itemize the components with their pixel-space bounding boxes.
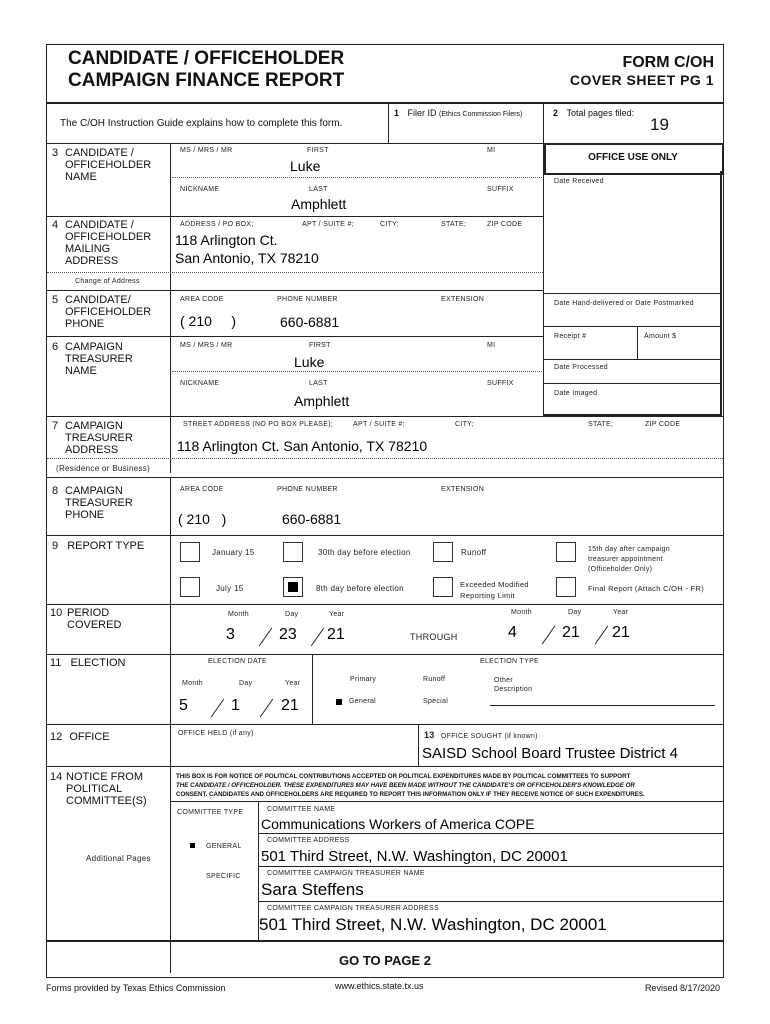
other-description-label: Other Description (494, 677, 533, 693)
s6-suffix-label: SUFFIX (487, 380, 514, 387)
s7-street-label: STREET ADDRESS (NO PO BOX PLEASE); (183, 421, 334, 428)
to-day[interactable]: 21 (562, 624, 580, 641)
s4-state-label: STATE; (441, 221, 467, 228)
s3-first-label: FIRST (307, 147, 329, 154)
filer-id-num: 1 (394, 108, 400, 118)
s7-zip-label: ZIP CODE (645, 421, 681, 428)
primary-label: Primary (350, 676, 377, 683)
s6-last[interactable]: Amphlett (294, 393, 350, 409)
day8-checkbox[interactable] (283, 577, 303, 597)
general-label: General (349, 698, 377, 705)
s7-city-label: CITY; (455, 421, 474, 428)
through-label: THROUGH (410, 632, 458, 642)
s11-year-label: Year (285, 680, 301, 687)
s6-nickname-label: NICKNAME (180, 380, 220, 387)
exceeded-checkbox[interactable] (433, 577, 453, 597)
day30-label: 30th day before election (318, 548, 411, 557)
runoff-label: Runoff (461, 548, 487, 557)
office-sought[interactable]: SAISD School Board Trustee District 4 (422, 745, 678, 762)
s3-label: 3 CANDIDATE / OFFICEHOLDER NAME (52, 147, 152, 183)
date-imaged-label: Date Imaged (554, 390, 598, 397)
form-title (68, 48, 344, 92)
title-line1: CANDIDATE / OFFICEHOLDER (68, 48, 345, 69)
final-label: Final Report (Attach C/OH - FR) (588, 584, 704, 593)
s11-label: 11 ELECTION (50, 657, 126, 669)
s8-phone-label: PHONE NUMBER (277, 486, 338, 493)
cover-sheet: COVER SHEET PG 1 (569, 72, 714, 88)
s10-from-year-label: Year (329, 611, 345, 618)
election-month[interactable]: 5 (179, 697, 188, 714)
election-year[interactable]: 21 (281, 697, 299, 714)
general-checkbox[interactable] (336, 699, 342, 705)
committee-address-label: COMMITTEE ADDRESS (267, 837, 350, 844)
receipt-label: Receipt # (554, 333, 587, 340)
s7-apt-label: APT / SUITE #; (353, 421, 405, 428)
s3-first[interactable]: Luke (290, 158, 321, 174)
office-use-title: OFFICE USE ONLY (588, 152, 678, 163)
s10-to-month-label: Month (511, 609, 532, 616)
s4-change-address: Change of Address (75, 278, 140, 285)
committee-general-checkbox[interactable] (190, 843, 195, 848)
election-day[interactable]: 1 (231, 697, 240, 714)
s14-label: 14 NOTICE FROM POLITICAL COMMITTEE(S) (50, 771, 147, 807)
election-date-label: ELECTION DATE (208, 658, 268, 665)
jul15-label: July 15 (216, 584, 244, 593)
jan15-checkbox[interactable] (180, 542, 200, 562)
s4-address-label: ADDRESS / PO BOX; (180, 221, 254, 228)
s7-state-label: STATE; (588, 421, 614, 428)
instruction: The C/OH Instruction Guide explains how to complete this form. (60, 118, 343, 129)
s10-to-day-label: Day (568, 609, 582, 616)
s6-label: 6 CAMPAIGN TREASURER NAME (52, 341, 133, 377)
s6-last-label: LAST (309, 380, 328, 387)
exceeded-label: Exceeded Modified Reporting Limit (460, 580, 529, 600)
s4-label: 4 CANDIDATE / OFFICEHOLDER MAILING ADDRESS (52, 219, 152, 267)
committee-treasurer-address[interactable]: 501 Third Street, N.W. Washington, DC 20001 (259, 915, 607, 934)
office-use-box (543, 143, 722, 416)
day15-label: 15th day after campaign treasurer appointment (Officeholder Only) (588, 546, 671, 573)
committee-treasurer-label: COMMITTEE CAMPAIGN TREASURER NAME (267, 870, 425, 877)
s4-zip-label: ZIP CODE (487, 221, 523, 228)
final-checkbox[interactable] (556, 577, 576, 597)
s3-nickname-label: NICKNAME (180, 186, 220, 193)
committee-general-label: GENERAL (206, 843, 242, 850)
s8-phone[interactable]: 660-6881 (282, 511, 342, 527)
day8-label: 8th day before election (316, 584, 404, 593)
committee-treasurer-address-label: COMMITTEE CAMPAIGN TREASURER ADDRESS (267, 905, 439, 912)
s6-mi-label: MI (487, 342, 496, 349)
total-pages-value[interactable]: 19 (650, 115, 669, 134)
s7-label: 7 CAMPAIGN TREASURER ADDRESS (52, 420, 133, 456)
s11-month-label: Month (182, 680, 203, 687)
special-label: Special (423, 698, 449, 705)
from-year[interactable]: 21 (327, 626, 345, 643)
committee-treasurer[interactable]: Sara Steffens (261, 880, 364, 899)
s3-suffix-label: SUFFIX (487, 186, 514, 193)
s5-label: 5 CANDIDATE/ OFFICEHOLDER PHONE (52, 294, 152, 330)
s12-label: 12 OFFICE (50, 731, 110, 743)
date-processed-label: Date Processed (554, 364, 609, 371)
s4-apt-label: APT / SUITE #; (302, 221, 354, 228)
s6-first[interactable]: Luke (294, 354, 325, 370)
s10-from-day-label: Day (285, 611, 299, 618)
committee-name[interactable]: Communications Workers of America COPE (261, 816, 535, 832)
s3-ms-label: MS / MRS / MR (180, 147, 233, 154)
date-hand-delivered-label: Date Hand-delivered or Date Postmarked (554, 300, 694, 307)
s6-ms-label: MS / MRS / MR (180, 342, 233, 349)
additional-pages: Additional Pages (86, 854, 151, 863)
jan15-label: January 15 (212, 548, 255, 557)
s3-mi-label: MI (487, 147, 496, 154)
s5-area[interactable]: ( 210 ) (180, 313, 237, 329)
office-held-label: OFFICE HELD (if any) (178, 730, 254, 737)
office-sought-label: 13 OFFICE SOUGHT (if known) (424, 730, 538, 740)
amount-label: Amount $ (644, 333, 677, 340)
s9-label: 9 REPORT TYPE (52, 540, 145, 552)
s4-line2[interactable]: San Antonio, TX 78210 (175, 250, 319, 266)
s7-address[interactable]: 118 Arlington Ct. San Antonio, TX 78210 (177, 438, 428, 454)
runoff-checkbox[interactable] (433, 542, 453, 562)
election-type-label: ELECTION TYPE (480, 658, 540, 665)
s5-phone[interactable]: 660-6881 (280, 314, 340, 330)
notice-text: THIS BOX IS FOR NOTICE OF POLITICAL CONTRIBUTIONS ACCEPTED OR POLITICAL EXPENDITURES MADE BY POLITICAL COMMITTEES TO SUPPORT THE CANDIDATE / OFFICEHOLDER. THESE EXPENDITURES MAY HAVE BEEN MADE WITHOUT THE CANDIDATE'S OR OFFICEHOLDER'S KNOWLEDGE OR CONSENT. CANDIDATES AND OFFICEHOLDERS ARE REQUIRED TO REPORT THIS INFORMATION ONLY IF THEY RECEIVE NOTICE OF SUCH EXPENDITURES. (176, 773, 645, 798)
s5-phone-label: PHONE NUMBER (277, 296, 338, 303)
s8-label: 8 CAMPAIGN TREASURER PHONE (52, 485, 133, 521)
s6-first-label: FIRST (309, 342, 331, 349)
s4-city-label: CITY; (380, 221, 399, 228)
s5-ext-label: EXTENSION (441, 296, 485, 303)
s10-label: 10 PERIOD COVERED (50, 607, 122, 631)
go-to-page-2: GO TO PAGE 2 (339, 953, 431, 968)
footer-revised: Revised 8/17/2020 (644, 983, 720, 993)
runoff-type-label: Runoff (423, 676, 446, 683)
day15-checkbox[interactable] (556, 542, 576, 562)
from-month[interactable]: 3 (226, 626, 235, 643)
form-name: FORM C/OH (622, 54, 714, 71)
s3-last[interactable]: Amphlett (291, 196, 347, 212)
jul15-checkbox[interactable] (180, 577, 200, 597)
s5-area-label: AREA CODE (180, 296, 224, 303)
from-day[interactable]: 23 (279, 626, 297, 643)
total-pages-label: 2 Total pages filed: (553, 108, 635, 118)
to-year[interactable]: 21 (612, 624, 630, 641)
s7-residence: (Residence or Business) (56, 464, 151, 473)
s4-line1[interactable]: 118 Arlington Ct. (175, 232, 278, 248)
committee-name-label: COMMITTEE NAME (267, 806, 336, 813)
title-line2: CAMPAIGN FINANCE REPORT (68, 70, 345, 91)
s11-day-label: Day (239, 680, 253, 687)
s3-last-label: LAST (309, 186, 328, 193)
to-month[interactable]: 4 (508, 624, 517, 641)
s10-to-year-label: Year (613, 609, 629, 616)
footer-provided: Forms provided by Texas Ethics Commission (46, 983, 226, 993)
committee-type-label: COMMITTEE TYPE (177, 809, 244, 816)
s8-ext-label: EXTENSION (441, 486, 485, 493)
s10-from-month-label: Month (228, 611, 249, 618)
s8-area[interactable]: ( 210 ) (178, 511, 227, 527)
date-received-label: Date Received (554, 178, 604, 185)
committee-address[interactable]: 501 Third Street, N.W. Washington, DC 20001 (261, 848, 568, 865)
committee-specific-label: SPECIFIC (206, 873, 241, 880)
filer-id-label: 1 Filer ID (Ethics Commission Filers) (394, 108, 523, 118)
footer-website[interactable]: www.ethics.state.tx.us (335, 981, 424, 991)
day30-checkbox[interactable] (283, 542, 303, 562)
s8-area-label: AREA CODE (180, 486, 224, 493)
